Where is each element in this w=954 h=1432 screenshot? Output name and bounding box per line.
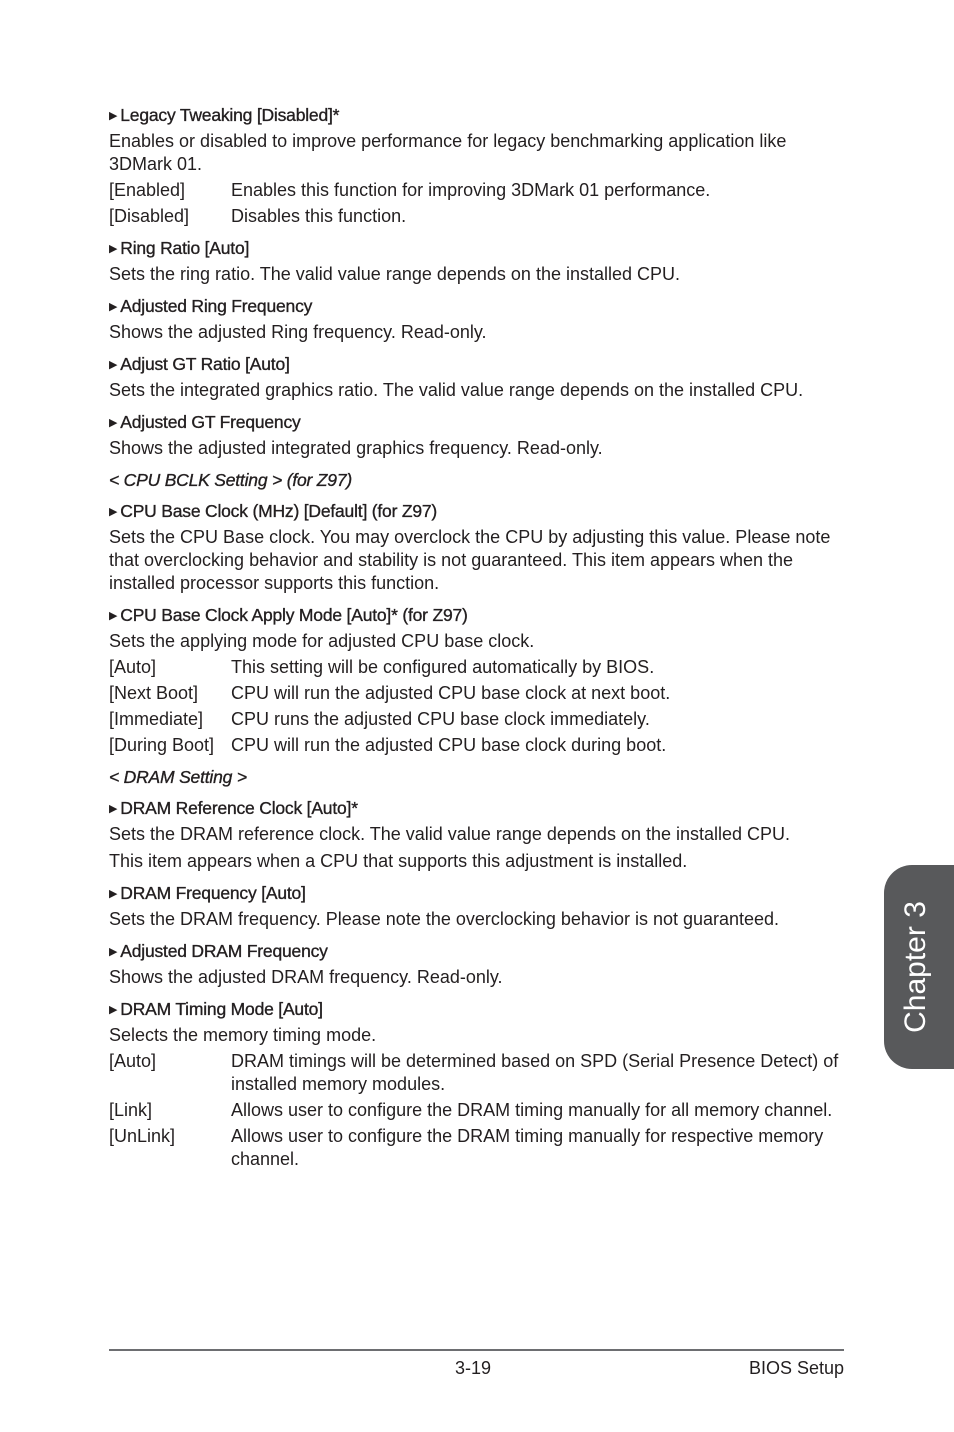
setting-item bbox=[109, 104, 849, 228]
setting-item bbox=[109, 500, 849, 595]
setting-title-label: Adjusted GT Frequency bbox=[120, 412, 301, 432]
setting-description: Sets the CPU Base clock. You may overclock the CPU by adjusting this value. Please note that overclocking behavior and stability is not guaranteed. This item appears when the installed processor supports this function. bbox=[109, 527, 831, 593]
option-row bbox=[109, 682, 849, 705]
setting-title bbox=[109, 604, 849, 627]
setting-item bbox=[109, 411, 849, 460]
setting-description: Selects the memory timing mode. bbox=[109, 1025, 377, 1045]
setting-description: Sets the DRAM frequency. Please note the overclocking behavior is not guaranteed. bbox=[109, 909, 780, 929]
setting-title-label: DRAM Reference Clock [Auto]* bbox=[120, 798, 358, 818]
triangle-bullet-icon: ▶ bbox=[109, 610, 118, 622]
option-row bbox=[109, 205, 849, 228]
option-key: [Link] bbox=[109, 1100, 153, 1120]
triangle-bullet-icon: ▶ bbox=[109, 946, 118, 958]
setting-title bbox=[109, 882, 849, 905]
setting-description: Shows the adjusted integrated graphics frequency. Read-only. bbox=[109, 438, 603, 458]
setting-description: Sets the ring ratio. The valid value range depends on the installed CPU. bbox=[109, 264, 681, 284]
setting-title-label: Legacy Tweaking [Disabled]* bbox=[120, 105, 340, 125]
setting-title bbox=[109, 295, 849, 318]
option-value: CPU will run the adjusted CPU base clock during boot. bbox=[231, 735, 667, 755]
setting-item bbox=[109, 940, 849, 989]
setting-title-label: Ring Ratio [Auto] bbox=[120, 238, 250, 258]
triangle-bullet-icon: ▶ bbox=[109, 506, 118, 518]
setting-item bbox=[109, 295, 849, 344]
setting-item bbox=[109, 237, 849, 286]
option-value: Allows user to configure the DRAM timing manually for all memory channel. bbox=[231, 1100, 833, 1120]
setting-description: Sets the DRAM reference clock. The valid value range depends on the installed CPU. bbox=[109, 824, 791, 844]
option-value: This setting will be configured automatically by BIOS. bbox=[231, 657, 655, 677]
option-key: [UnLink] bbox=[109, 1126, 176, 1146]
option-row bbox=[109, 179, 849, 202]
triangle-bullet-icon: ▶ bbox=[109, 803, 118, 815]
section-heading: < DRAM Setting > bbox=[109, 767, 247, 787]
setting-title-label: Adjusted DRAM Frequency bbox=[120, 941, 328, 961]
setting-title-label: CPU Base Clock (MHz) [Default] (for Z97) bbox=[120, 501, 438, 521]
setting-description: Enables or disabled to improve performance for legacy benchmarking application like 3DMark 01. bbox=[109, 131, 787, 174]
setting-title bbox=[109, 411, 849, 434]
setting-title-label: Adjusted Ring Frequency bbox=[120, 296, 313, 316]
setting-title bbox=[109, 353, 849, 376]
setting-item bbox=[109, 882, 849, 931]
option-key: [Auto] bbox=[109, 1051, 157, 1071]
triangle-bullet-icon: ▶ bbox=[109, 243, 118, 255]
setting-description: This item appears when a CPU that supports this adjustment is installed. bbox=[109, 851, 688, 871]
setting-description: Sets the integrated graphics ratio. The valid value range depends on the installed CPU. bbox=[109, 380, 804, 400]
option-key: [During Boot] bbox=[109, 735, 215, 755]
section-heading: < CPU BCLK Setting > (for Z97) bbox=[109, 470, 352, 490]
option-key: [Disabled] bbox=[109, 206, 190, 226]
setting-title bbox=[109, 500, 849, 523]
option-value: Disables this function. bbox=[231, 206, 407, 226]
option-value: CPU runs the adjusted CPU base clock immediately. bbox=[231, 709, 650, 729]
chapter-tab bbox=[884, 865, 954, 1069]
manual-content bbox=[109, 104, 849, 1171]
option-key: [Next Boot] bbox=[109, 683, 199, 703]
setting-item bbox=[109, 604, 849, 757]
option-value: DRAM timings will be determined based on SPD (Serial Presence Detect) of installed memory modules. bbox=[231, 1051, 839, 1094]
triangle-bullet-icon: ▶ bbox=[109, 1004, 118, 1016]
option-row bbox=[109, 656, 849, 679]
setting-title bbox=[109, 940, 849, 963]
triangle-bullet-icon: ▶ bbox=[109, 301, 118, 313]
setting-title-label: DRAM Frequency [Auto] bbox=[120, 883, 306, 903]
option-key: [Auto] bbox=[109, 657, 157, 677]
setting-title bbox=[109, 797, 849, 820]
option-key: [Immediate] bbox=[109, 709, 204, 729]
option-value: Allows user to configure the DRAM timing manually for respective memory channel. bbox=[231, 1126, 824, 1169]
triangle-bullet-icon: ▶ bbox=[109, 110, 118, 122]
option-row bbox=[109, 1050, 849, 1096]
setting-title bbox=[109, 104, 849, 127]
setting-description: Shows the adjusted DRAM frequency. Read-only. bbox=[109, 967, 503, 987]
footer-rule bbox=[109, 1349, 844, 1351]
option-value: Enables this function for improving 3DMark 01 performance. bbox=[231, 180, 711, 200]
setting-title bbox=[109, 998, 849, 1021]
setting-title bbox=[109, 237, 849, 260]
section-block bbox=[109, 766, 849, 788]
page-number: 3-19 bbox=[455, 1358, 492, 1378]
setting-item bbox=[109, 353, 849, 402]
setting-title-label: CPU Base Clock Apply Mode [Auto]* (for Z97) bbox=[120, 605, 468, 625]
option-row bbox=[109, 1125, 849, 1171]
setting-item bbox=[109, 797, 849, 873]
setting-description: Sets the applying mode for adjusted CPU base clock. bbox=[109, 631, 535, 651]
chapter-tab-label: Chapter 3 bbox=[899, 901, 932, 1033]
section-block bbox=[109, 469, 849, 491]
option-row bbox=[109, 1099, 849, 1122]
setting-title-label: Adjust GT Ratio [Auto] bbox=[120, 354, 290, 374]
option-row bbox=[109, 708, 849, 731]
triangle-bullet-icon: ▶ bbox=[109, 417, 118, 429]
setting-item bbox=[109, 998, 849, 1171]
setting-title-label: DRAM Timing Mode [Auto] bbox=[120, 999, 323, 1019]
setting-description: Shows the adjusted Ring frequency. Read-only. bbox=[109, 322, 487, 342]
triangle-bullet-icon: ▶ bbox=[109, 888, 118, 900]
option-value: CPU will run the adjusted CPU base clock at next boot. bbox=[231, 683, 671, 703]
option-key: [Enabled] bbox=[109, 180, 186, 200]
option-row bbox=[109, 734, 849, 757]
triangle-bullet-icon: ▶ bbox=[109, 359, 118, 371]
footer-title: BIOS Setup bbox=[748, 1358, 844, 1378]
